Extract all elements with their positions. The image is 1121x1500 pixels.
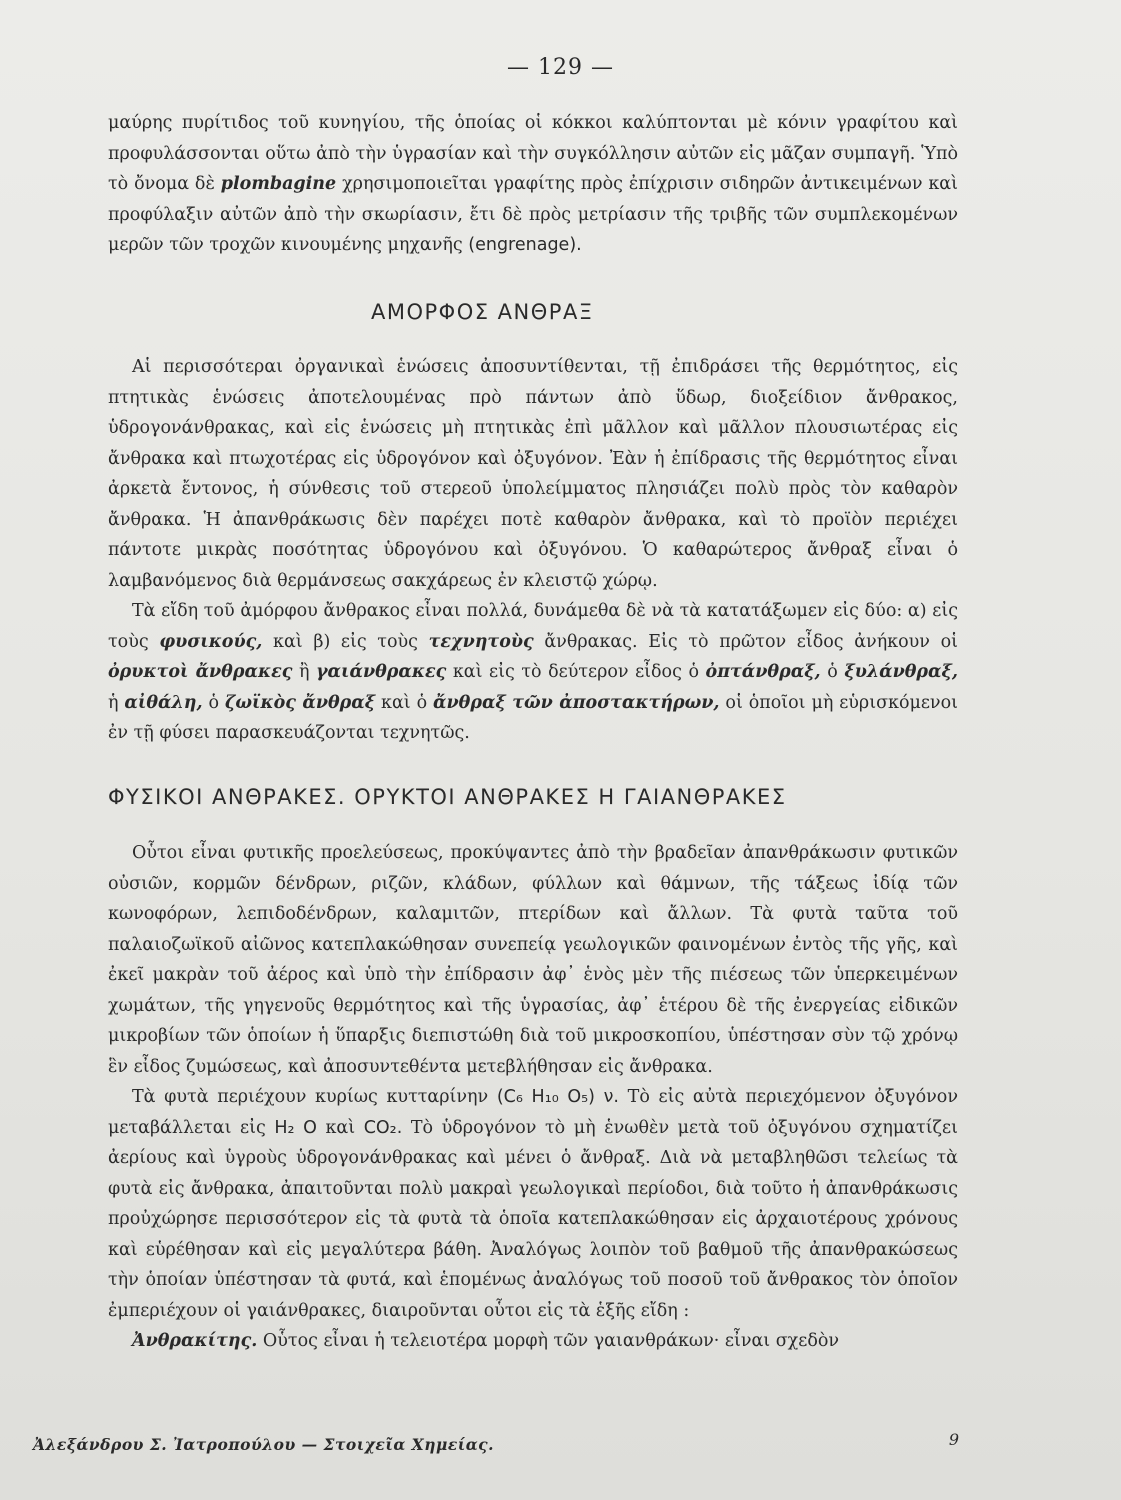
text-run: ἄνθρακας. Εἰς τὸ πρῶτον εἶδος ἀνήκουν οἱ [544,631,958,652]
section-heading-amorphous-carbon: ΑΜΟΡΦΟΣ ΑΝΘΡΑΞ [371,300,594,324]
amorphous-paragraph-1: Αἱ περισσότεραι ὀργανικαὶ ἑνώσεις ἀποσυντίθενται, τῇ ἐπιδράσει τῆς θερμότητος, εἰς πτητικὰς ἑνώσεις ἀποτελουμένας πρὸ πάντων ἀπὸ ὕδωρ, διοξείδιον ἄνθρακος, ὑδρογονάνθρακας, καὶ εἰς ἑνώσεις μὴ πτητικὰς ἐπὶ μᾶλλον καὶ μᾶλλον πλουσιωτέρας εἰς ἄνθρακα καὶ πτωχοτέρας εἰς ὑδρογόνον καὶ ὀξυγόνον. Ἐὰν ἡ ἐπίδρασις τῆς θερμότητος εἶναι ἀρκετὰ ἔντονος, ἡ σύνθεσις τοῦ στερεοῦ ὑπολείμματος πλησιάζει πολὺ πρὸς τὸν καθαρὸν ἄνθρακα. Ἡ ἀπανθράκωσις δὲν παρέχει ποτὲ καθαρὸν ἄνθρακα, καὶ τὸ προϊὸν περιέχει πάντοτε μικρὰς ποσότητας ὑδρογόνου καὶ ὀξυγόνου. Ὁ καθαρώτερος ἄνθραξ εἶναι ὁ λαμβανόμενος διὰ θερμάνσεως σακχάρεως ἐν κλειστῷ χώρῳ. [108,357,958,591]
intro-paragraph [108,108,958,261]
term-charcoal: ξυλάνθραξ, [844,662,958,682]
term-artificial: τεχνητοὺς [428,631,534,652]
text-run: Τὸ εἰς αὐτὰ περιεχόμενον ὀξυγόνον μεταβάλλεται εἰς [108,1087,958,1138]
text-run: ἢ [298,662,310,682]
formula-cellulose: (C₆ H₁₀ O₅) ν. [496,1087,619,1107]
term-animal-charcoal: ζωϊκὸς ἄνθραξ [224,692,376,713]
text-run: ὁ [208,692,220,713]
footer-book-citation: Ἀλεξάνδρου Σ. Ἰατροπούλου — Στοιχεῖα Χημείας. [33,1435,495,1454]
text-run: ἡ [108,692,119,713]
term-retort-carbon: ἄνθραξ τῶν ἀποστακτήρων, [433,692,720,713]
intro-text-end: χρησιμοποιεῖται γραφίτης πρὸς ἐπίχρισιν σιδηρῶν ἀντικειμένων καὶ προφύλαξιν αὐτῶν ἀπὸ τὴν σκωρίασιν, ἔτι δὲ πρὸς μετρίασιν τῆς τριβῆς τῶν συμπλεκομένων μερῶν τῶν τροχῶν κινουμένης μηχανῆς [108,174,958,255]
text-run: Τὸ ὑδρογόνον τὸ μὴ ἑνωθὲν μετὰ τοῦ ὀξυγόνου σχηματίζει ἀερίους καὶ ὑγροὺς ὑδρογονάνθρακας καὶ μένει ὁ ἄνθραξ. Διὰ νὰ μεταβληθῶσι τελείως τὰ φυτὰ εἰς ἄνθρακα, ἀπαιτοῦνται πολὺ μακραὶ γεωλογικαὶ περίοδοι, διὰ τοῦτο ἡ ἀπανθράκωσις προὐχώρησε περισσότερον εἰς τὰ φυτὰ τὰ ὁποῖα κατεπλακώθησαν εἰς ἀρχαιοτέρους χρόνους καὶ εὑρέθησαν καὶ εἰς μεγαλύτερα βάθη. Ἀναλόγως λοιπὸν τοῦ βαθμοῦ τῆς ἀπανθρακώσεως τὴν ὁποίαν ὑπέστησαν τὰ φυτά, καὶ ἑπομένως ἀναλόγως τοῦ ποσοῦ τοῦ ἄνθρακος τὸν ὁποῖον ἐμπεριέχουν οἱ γαιάνθρακες, διαιροῦνται οὗτοι εἰς τὰ ἑξῆς εἴδη : [108,1117,958,1321]
text-run: καὶ [325,1117,356,1138]
amorphous-paragraph-2 [108,596,958,749]
footer-signature-mark: 9 [948,1430,959,1449]
intro-term-engrenage: (engrenage). [468,235,582,255]
term-mineral-coals: ὀρυκτοὶ ἄνθρακες [108,662,293,682]
text-run: οἱ ὁποῖοι μὴ εὑρισκόμενοι ἐν τῇ φύσει παρασκευάζονται τεχνητῶς. [108,692,958,743]
term-anthracite: Ἀνθρακίτης. [132,1331,258,1351]
formula-carbon-dioxide: CO₂. [363,1117,403,1138]
term-natural: φυσικούς, [159,631,263,652]
page-number: — 129 — [507,55,614,80]
text-run: Τὰ φυτὰ περιέχουν κυρίως κυτταρίνην [132,1087,489,1107]
natural-coals-paragraph-1: Οὗτοι εἶναι φυτικῆς προελεύσεως, προκύψαντες ἀπὸ τὴν βραδεῖαν ἀπανθράκωσιν φυτικῶν οὐσιῶν, κορμῶν δένδρων, ριζῶν, κλάδων, φύλλων καὶ θάμνων, τῆς τάξεως ἰδίᾳ τῶν κωνοφόρων, λεπιδοδένδρων, καλαμιτῶν, πτερίδων καὶ ἄλλων. Τὰ φυτὰ ταῦτα τοῦ παλαιοζωϊκοῦ αἰῶνος κατεπλακώθησαν συνεπείᾳ γεωλογικῶν φαινομένων ἐντὸς τῆς γῆς, καὶ ἐκεῖ μακρὰν τοῦ ἀέρος καὶ ὑπὸ τὴν ἐπίδρασιν ἀφ᾿ ἑνὸς μὲν τῆς πιέσεως τῶν ὑπερκειμένων χωμάτων, τῆς γηγενοῦς θερμότητος καὶ τῆς ὑγρασίας, ἀφ᾿ ἑτέρου δὲ τῆς ἐνεργείας εἰδικῶν μικροβίων τῶν ὁποίων ἡ ὕπαρξις διεπιστώθη διὰ τοῦ μικροσκοπίου, ὑπέστησαν σὺν τῷ χρόνῳ ἓν εἶδος ζυμώσεως, καὶ ἀποσυντεθέντα μετεβλήθησαν εἰς ἄνθρακα. [108,843,958,1077]
intro-text-start: μαύρης πυρίτιδος τοῦ κυνηγίου, τῆς ὁποίας οἱ κόκκοι καλύπτονται μὲ κόνιν γραφίτου καὶ προφυλάσσονται οὕτω ἀπὸ τὴν ὑγρασίαν καὶ τὴν συγκόλλησιν αὐτῶν εἰς μᾶζαν συμπαγῆ. Ὑπὸ τὸ ὄνομα δὲ [108,113,958,194]
text-run: καὶ εἰς τὸ δεύτερον εἶδος ὁ [452,662,699,682]
text-run: Οὗτος εἶναι ἡ τελειοτέρα μορφὴ τῶν γαιανθράκων· εἶναι σχεδὸν [262,1331,840,1351]
intro-term-plombagine: plombagine [220,174,337,194]
term-coals: γαιάνθρακες [316,662,447,682]
term-coke: ὀπτάνθραξ, [705,662,821,682]
natural-coals-paragraph-3 [108,1326,958,1357]
section-amorphous-carbon [108,352,958,749]
section-natural-coals [108,838,958,1357]
formula-water: H₂ O [274,1117,317,1138]
text-run: Τὰ εἴδη τοῦ ἀμόρφου ἄνθρακος εἶναι πολλά, δυνάμεθα δὲ νὰ τὰ κατατάξωμεν εἰς δύο: α) εἰς τοὺς [108,601,958,652]
text-run: ὁ [827,662,838,682]
text-run: καὶ ὁ [381,692,428,713]
natural-coals-paragraph-2 [108,1082,958,1326]
term-soot: αἰθάλη, [124,692,203,713]
text-run: καὶ β) εἰς τοὺς [273,631,418,652]
section-heading-natural-coals: ΦΥΣΙΚΟΙ ΑΝΘΡΑΚΕΣ. ΟΡΥΚΤΟΙ ΑΝΘΡΑΚΕΣ Η ΓΑΙΑΝΘΡΑΚΕΣ [108,785,787,809]
